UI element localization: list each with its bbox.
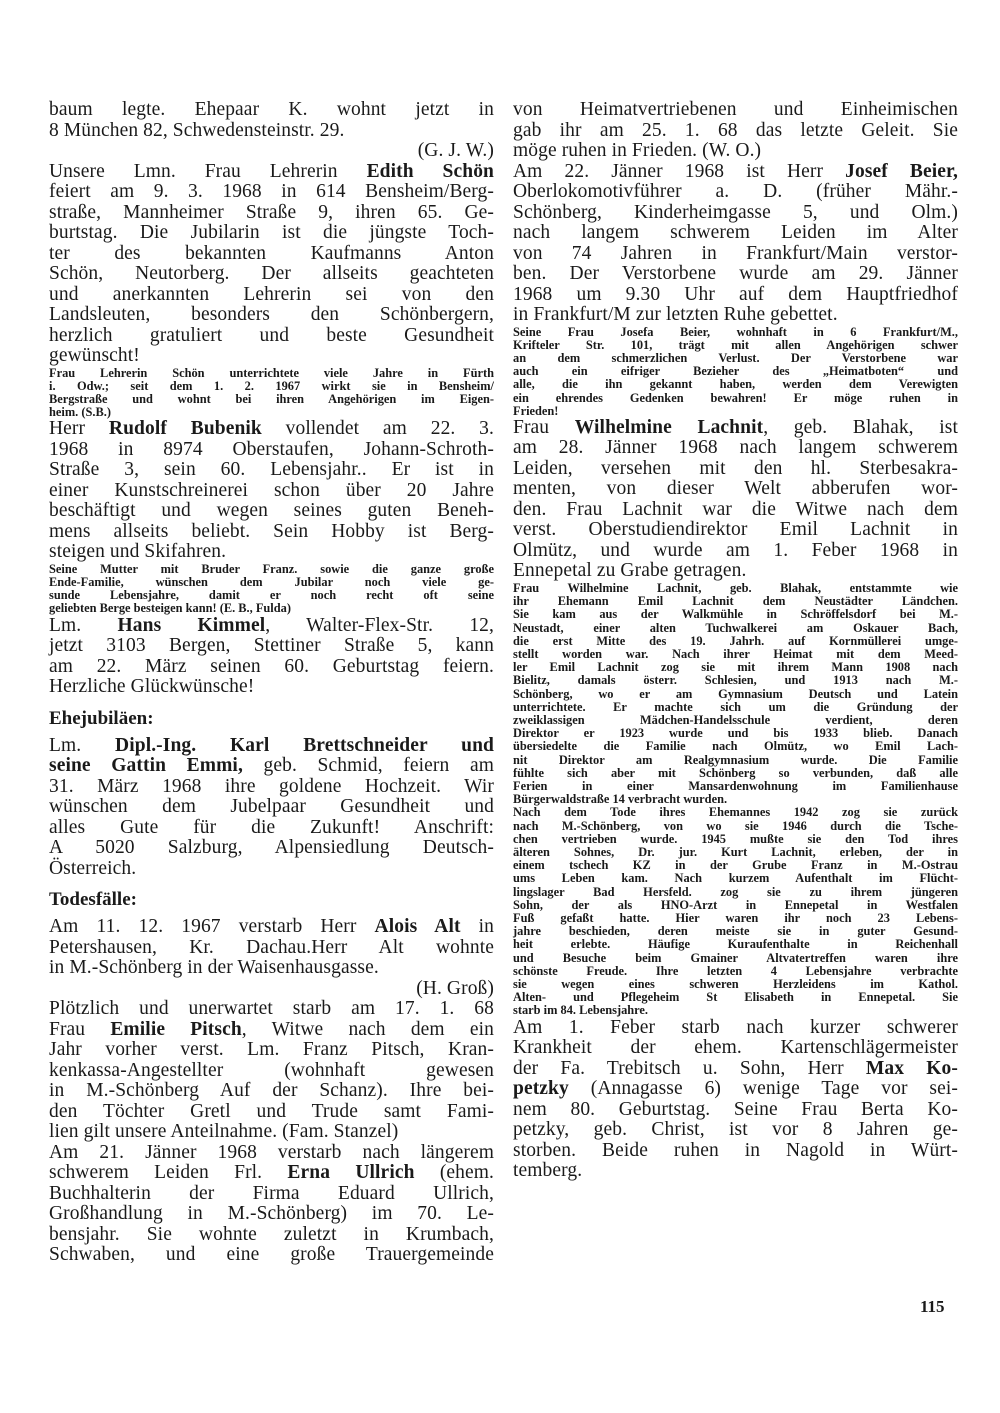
- text-line: Fuß gefaßt hatte. Hier waren ihr noch 23 Lebens-: [513, 911, 958, 925]
- text-line: sunde Lebensjahre, damit er noch recht oft seine: [49, 588, 494, 603]
- article-brettschneider: [49, 736, 494, 880]
- note-wilhelmine-lachnit-note-1: [513, 582, 958, 806]
- text-line: Am 22. Jänner 1968 ist Herr Josef Beier,: [513, 160, 958, 182]
- text-line: temberg.: [513, 1160, 583, 1182]
- article-emilie-pitsch: [49, 999, 494, 1143]
- text-line: auch ein eifriger Bezieher des „Heimatboten“ und: [513, 364, 958, 379]
- text-line: Buchhalterin der Firma Eduard Ullrich,: [49, 1182, 494, 1204]
- text-line: Bielitz, damals österr. Schlesien, und 1913 nach M.-: [513, 673, 958, 688]
- text-line: Petershausen, Kr. Dachau.Herr Alt wohnte: [49, 936, 494, 958]
- author-signature: (H. Groß): [416, 977, 494, 999]
- text-line: Frau Lehrerin Schön unterrichtete viele Jahre in Fürth: [49, 365, 494, 380]
- text-line: Am 11. 12. 1967 verstarb Herr Alois Alt in: [49, 916, 495, 938]
- text-line: ben. Der Verstorbene wurde am 29. Jänner: [513, 263, 958, 284]
- text-line: schönste Freude. Ihre letzten 4 Lebensjahre verbrachte: [513, 963, 958, 978]
- person-name: Rudolf Bubenik: [108, 418, 262, 440]
- text-line: fühlte sich aber mit Schönberg so verbunden, daß alle: [513, 765, 958, 780]
- text-line: unterrichtete. Er machte sich um die Gründung der: [513, 699, 958, 714]
- text-line: petzky (Annagasse 6) wenige Tage vor sei-: [513, 1078, 958, 1100]
- text-line: Frieden!: [513, 403, 559, 418]
- text-line: Schwaben, und eine große Trauergemeinde: [49, 1244, 494, 1266]
- text-line: 1968 um 9.30 Uhr auf dem Hauptfriedhof: [513, 283, 958, 305]
- text-line: Krankheit der ehem. Kartenschlägermeister: [513, 1037, 958, 1059]
- text-line: möge ruhen in Frieden. (W. O.): [513, 140, 762, 161]
- text-line: an dem schmerzlichen Verlust. Der Verstorbene war: [513, 350, 958, 365]
- text-line: Am 21. Jänner 1968 verstarb nach längerem: [49, 1141, 494, 1163]
- text-line: burtstag. Die Jubilarin ist die jüngste Toch-: [49, 222, 494, 243]
- text-line: bensjahr. Sie wohnte zuletzt in Krumbach,: [49, 1223, 494, 1245]
- text-line: nach langem schwerem Leiden im Alter: [513, 222, 958, 243]
- text-line: Sohn, der als HNO-Arzt in Ennepetal in Westfalen: [513, 897, 958, 912]
- text-line: jetzt 3103 Bergen, Stettiner Straße 5, kann: [49, 635, 494, 657]
- section-heading: Todesfälle:: [49, 889, 137, 911]
- person-name: Wilhelmine Lachnit: [574, 416, 764, 438]
- text-line: Oberlokomotivführer a. D. (früher Mähr.-: [513, 181, 958, 202]
- text-line: einer Kunstschreinerei schon über 20 Jahre: [49, 479, 494, 501]
- text-line: von 74 Jahren in Frankfurt/Main verstor-: [513, 242, 958, 264]
- person-name: Edith Schön: [366, 160, 494, 182]
- person-name: Dipl.-Ing. Karl Brettschneider und: [115, 734, 494, 756]
- text-line: i. Odw.; seit dem 1. 2. 1967 wirkt sie in Bensheim/: [49, 378, 494, 393]
- left-column: [49, 100, 494, 1266]
- article-josef-beier: [513, 162, 958, 326]
- text-line: 1968 in 8974 Oberstaufen, Johann-Schroth-: [49, 438, 494, 460]
- text-line: Ende-Familie, wünschen dem Jubilar noch viele ge-: [49, 575, 494, 590]
- article-rudolf-bubenik: [49, 419, 494, 563]
- text-line: baum legte. Ehepaar K. wohnt jetzt in: [49, 99, 494, 120]
- text-line: Ennepetal zu Grabe getragen.: [513, 560, 747, 582]
- text-line: Lm. Dipl.-Ing. Karl Brettschneider und: [49, 734, 494, 756]
- text-line: Plötzlich und unerwartet starb am 17. 1. 68: [49, 998, 494, 1020]
- text-line: stellt worden war. Nach ihrer Heimat mit dem Meed-: [513, 646, 958, 661]
- text-line: wünschen dem Jubelpaar Gesundheit und: [49, 796, 494, 818]
- person-name: Erna Ullrich: [287, 1162, 415, 1184]
- text-line: sie wegen eines schweren Herzleidens im Kathol.: [513, 977, 958, 992]
- text-line: steigen und Skifahren.: [49, 541, 227, 563]
- text-line: in M.-Schönberg Auf der Schanz). Ihre bei-: [49, 1080, 494, 1102]
- text-line: nem 80. Geburtstag. Seine Frau Berta Ko-: [513, 1098, 958, 1120]
- text-line: lien gilt unsere Anteilnahme. (Fam. Stanzel): [49, 1121, 399, 1143]
- text-line: menten, von dieser Welt abberufen wor-: [513, 478, 958, 500]
- text-line: beschäftigt und wegen seines guten Beneh-: [49, 500, 494, 522]
- text-line: verst. Oberstudiendirektor Emil Lachnit in: [513, 519, 958, 541]
- text-line: Jahr vorher verst. Lm. Franz Pitsch, Kran-: [49, 1039, 494, 1061]
- person-name: Max Ko-: [865, 1057, 958, 1079]
- person-name: Hans Kimmel: [117, 614, 266, 636]
- person-name: Alois Alt: [374, 916, 461, 938]
- text-line: alle, die ihn gekannt haben, werden dem Verewigten: [513, 377, 958, 392]
- article-edith-schoen: [49, 162, 494, 367]
- note-wilhelmine-lachnit-note-2: [513, 806, 958, 1017]
- text-line: Krifteler Str. 101, trägt mit allen Angehörigen schwer: [513, 337, 958, 352]
- text-line: Großhandlung in M.-Schönberg) im 70. Le-: [49, 1203, 494, 1225]
- text-line: Frau Wilhelmine Lachnit, geb. Blahak, ist: [513, 416, 959, 438]
- text-line: nit Direktor am Realgymnasium wurde. Die Familie: [513, 752, 958, 767]
- text-line: 31. März 1968 ihre goldene Hochzeit. Wir: [49, 775, 494, 797]
- text-line: in Frankfurt/M zur letzten Ruhe gebettet.: [513, 304, 838, 325]
- page-number: 115: [920, 1297, 945, 1316]
- text-line: Frau Wilhelmine Lachnit, geb. Blahak, entstammte wie: [513, 580, 958, 595]
- text-line: die erst Mitte des 19. Jahrh. auf Kornmüllerei umge-: [513, 633, 958, 648]
- text-line: Schönberg, wo er am Gymnasium Deutsch und Latein: [513, 686, 958, 701]
- text-line: Frau Emilie Pitsch, Witwe nach dem ein: [49, 1018, 494, 1040]
- text-line: einem tschech KZ in der Grube Franz in M.-Ostrau: [513, 858, 958, 873]
- text-line: seine Gattin Emmi, geb. Schmid, feiern am: [49, 755, 494, 777]
- text-line: starb im 84. Lebensjahre.: [513, 1003, 649, 1018]
- text-line: Bergstraße und wohnt bei ihren Angehörigen im Eigen-: [49, 391, 494, 406]
- text-line: ler Emil Lachnit zog sie mit ihrem Mann 1908 nach: [513, 660, 958, 675]
- text-line: feiert am 9. 3. 1968 in 614 Bensheim/Berg-: [49, 181, 494, 202]
- text-line: Österreich.: [49, 857, 137, 879]
- text-line: übersiedelte die Familie nach Olmütz, wo Emil Lach-: [513, 739, 958, 754]
- text-line: Straße 3, sein 60. Lebensjahr.. Er ist in: [49, 459, 494, 481]
- text-line: Neustadt, einer alten Tuchwalkerei am Oskauer Bach,: [513, 620, 958, 635]
- text-line: Lm. Hans Kimmel, Walter-Flex-Str. 12,: [49, 614, 494, 636]
- text-line: mens allseits beliebt. Sein Hobby ist Berg-: [49, 520, 494, 542]
- text-line: Alten- und Pflegeheim St Elisabeth in Ennepetal. Sie: [513, 990, 958, 1005]
- text-line: petzky, geb. Christ, ist vor 8 Jahren ge-: [513, 1119, 958, 1141]
- text-line: älteren Sohnes, Dr. jur. Kurt Lachnit, erleben, der in: [513, 844, 958, 859]
- article-alois-alt: [49, 917, 494, 979]
- text-line: Schön, Neutorberg. Der allseits geachteten: [49, 263, 494, 284]
- text-line: Nach dem Tode ihres Ehemannes 1942 zog sie zurück: [513, 805, 958, 820]
- article-erna-ullrich: [49, 1143, 494, 1266]
- text-line: Leiden, versehen mit den hl. Sterbesakra-: [513, 457, 958, 479]
- text-line: Ferien in einer Mansardenwohnung im Familienhause: [513, 778, 958, 793]
- article-ehepaar-k-end: [49, 100, 494, 141]
- person-name: seine Gattin Emmi,: [49, 755, 243, 777]
- text-line: Herzliche Glückwünsche!: [49, 676, 255, 698]
- text-line: alles Gute für die Zukunft! Anschrift:: [49, 816, 494, 838]
- text-line: straße, Mannheimer Straße 9, ihren 65. Ge-: [49, 201, 494, 223]
- text-line: Seine Frau Josefa Beier, wohnhaft in 6 Frankfurt/M.,: [513, 324, 958, 339]
- text-line: Sie kam aus der Walkmühle in Schröffelsdorf bei M.-: [513, 607, 958, 622]
- note-rudolf-bubenik-note: [49, 563, 494, 616]
- text-line: Herr Rudolf Bubenik vollendet am 22. 3.: [49, 418, 494, 440]
- article-erna-ullrich-end: [513, 100, 958, 162]
- text-line: storben. Beide ruhen in Nagold in Würt-: [513, 1139, 958, 1161]
- text-line: geliebten Berge besteigen kann! (E. B., Fulda): [49, 601, 291, 616]
- text-line: heim. (S.B.): [49, 405, 111, 420]
- text-line: A 5020 Salzburg, Alpensiedlung Deutsch-: [49, 837, 494, 859]
- text-line: der Fa. Trebitsch u. Sohn, Herr Max Ko-: [513, 1057, 958, 1079]
- text-line: Bürgerwaldstraße 14 verbracht wurden.: [513, 792, 728, 807]
- text-line: jahre beschieden, deren meiste sie in guter Gesund-: [513, 924, 958, 939]
- article-wilhelmine-lachnit: [513, 418, 958, 582]
- text-line: Olmütz, und wurde am 1. Feber 1968 in: [513, 539, 958, 561]
- text-line: zweiklassigen Mädchen-Handelsschule verdient, deren: [513, 712, 958, 727]
- text-line: Seine Mutter mit Bruder Franz. sowie die ganze große: [49, 561, 494, 576]
- text-line: herzlich gratuliert und beste Gesundheit: [49, 324, 494, 346]
- text-line: gab ihr am 25. 1. 68 das letzte Geleit. Sie: [513, 119, 958, 141]
- right-column: [513, 100, 958, 1182]
- text-line: Landsleuten, besonders den Schönbergern,: [49, 304, 494, 325]
- person-name: petzky: [513, 1078, 569, 1100]
- text-line: kenkassa-Angestellter (wohnhaft gewesen: [49, 1059, 494, 1081]
- text-line: lingslager Bad Hersfeld. zog sie zu ihrem jüngeren: [513, 884, 958, 899]
- person-name: Emilie Pitsch: [110, 1018, 242, 1040]
- text-line: ums Leben kam. Nach kurzem Aufenthalt im Flücht-: [513, 871, 958, 886]
- text-line: heit erlebte. Häufige Kuraufenthalte in Reichenhall: [513, 937, 958, 952]
- text-line: ein ehrendes Gedenken bewahren! Er möge ruhen in: [513, 390, 958, 405]
- text-line: Direktor er 1923 wurde und bis 1933 blieb. Danach: [513, 726, 958, 741]
- text-line: gewünscht!: [49, 345, 140, 366]
- text-line: Am 1. Feber starb nach kurzer schwerer: [513, 1016, 958, 1038]
- text-line: chen vertrieben wurde. 1945 mußte sie den Tod ihres: [513, 831, 958, 846]
- text-line: am 22. März seinen 60. Geburtstag feiern.: [49, 655, 494, 677]
- text-line: am 28. Jänner 1968 nach langem schwerem: [513, 437, 958, 459]
- text-line: den. Frau Lachnit war die Witwe nach dem: [513, 498, 958, 520]
- text-line: und anerkannten Lehrerin sei von den: [49, 283, 494, 305]
- text-line: Schönberg, Kinderheimgasse 5, und Olm.): [513, 201, 958, 223]
- text-line: nach M.-Schönberg, von wo sie 1946 durch die Tsche-: [513, 818, 958, 833]
- author-signature: (G. J. W.): [417, 140, 494, 161]
- text-line: ter des bekannten Kaufmanns Anton: [49, 242, 494, 264]
- text-line: in M.-Schönberg in der Waisenhausgasse.: [49, 957, 379, 979]
- text-line: ihr Ehemann Emil Lachnit dem Neustädter Ländchen.: [513, 594, 958, 609]
- article-hans-kimmel: [49, 616, 494, 698]
- text-line: 8 München 82, Schwedensteinstr. 29.: [49, 119, 345, 141]
- text-line: schwerem Leiden Frl. Erna Ullrich (ehem.: [49, 1162, 495, 1184]
- text-line: Unsere Lmn. Frau Lehrerin Edith Schön: [49, 160, 494, 182]
- section-heading: Ehejubiläen:: [49, 707, 154, 729]
- text-line: und Besuche beim Gmainer Altvatertreffen waren ihre: [513, 950, 958, 965]
- note-josef-beier-note: [513, 326, 958, 418]
- text-line: den Töchter Gretl und Trude samt Fami-: [49, 1100, 494, 1122]
- article-max-kopetzky: [513, 1018, 958, 1182]
- text-line: von Heimatvertriebenen und Einheimischen: [513, 99, 958, 120]
- note-edith-schoen-note: [49, 367, 494, 420]
- person-name: Josef Beier,: [845, 160, 958, 182]
